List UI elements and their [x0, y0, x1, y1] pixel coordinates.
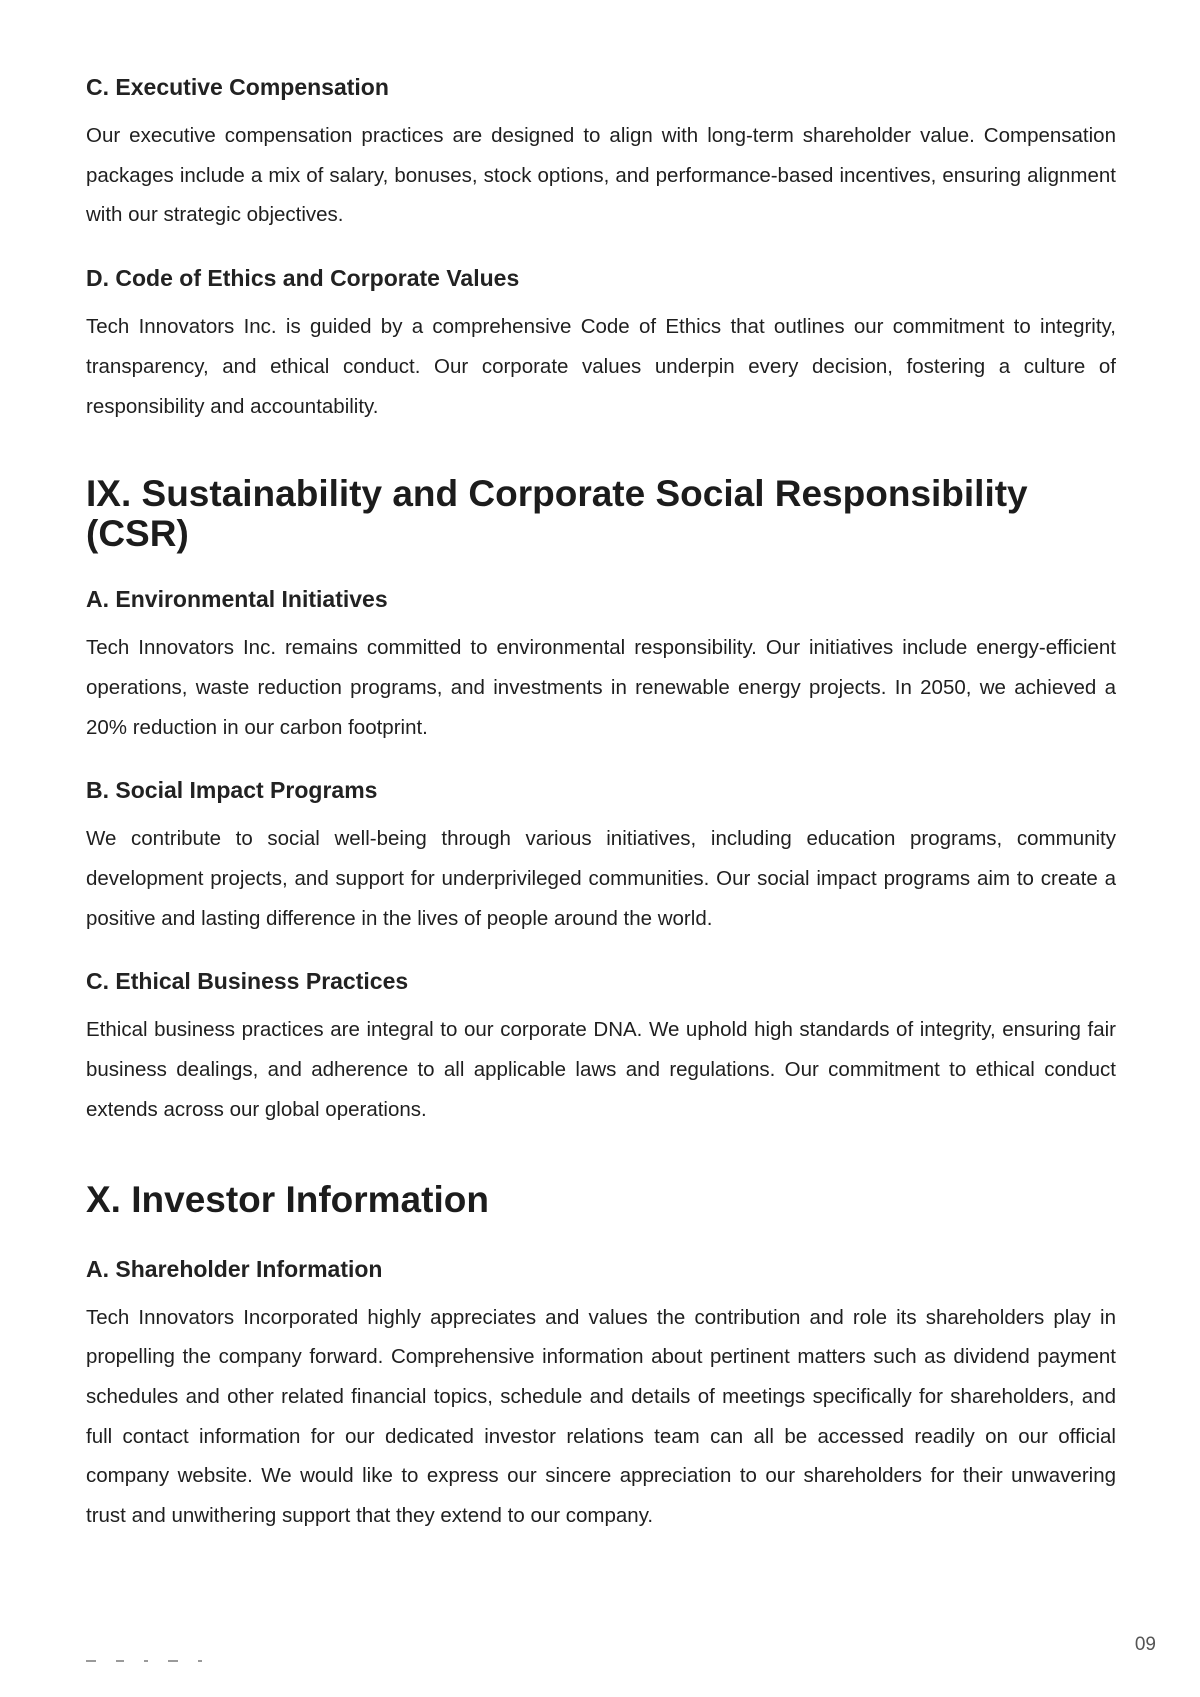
footer-dash	[168, 1660, 178, 1662]
csr-section-title: IX. Sustainability and Corporate Social Responsibility (CSR)	[86, 473, 1028, 555]
footer-dash	[198, 1660, 202, 1662]
ethical-business-paragraph: Ethical business practices are integral to our corporate DNA. We uphold high standards of integrity, ensuring fair business dealings, and adherence to all applicable laws and regulations. Our commitment to ethical conduct extends across our global operations.	[86, 1018, 1116, 1121]
footer-dash	[144, 1660, 148, 1662]
environmental-initiatives-heading: A. Environmental Initiatives	[86, 586, 388, 613]
footer-dash	[86, 1660, 96, 1662]
social-impact-paragraph: We contribute to social well-being through various initiatives, including education programs, community development projects, and support for underprivileged communities. Our social impact programs aim to create a positive and lasting difference in the lives of people around the world.	[86, 827, 1116, 930]
code-of-ethics-heading: D. Code of Ethics and Corporate Values	[86, 265, 520, 292]
environmental-initiatives-paragraph: Tech Innovators Inc. remains committed to environmental responsibility. Our initiatives include energy-efficient operations, waste reduction programs, and investments in renewable energy projects. In 2050, we achieved a 20% reduction in our carbon footprint.	[86, 636, 1116, 739]
shareholder-information-paragraph: Tech Innovators Incorporated highly appreciates and values the contribution and role its shareholders play in propelling the company forward. Comprehensive information about pertinent matters such as dividend payment schedules and other related financial topics, schedule and details of meetings specifically for shareholders, and full contact information for our dedicated investor relations team can all be accessed readily on our official company website. We would like to express our sincere appreciation to our shareholders for their unwavering trust and unwithering support that they extend to our company.	[86, 1305, 1116, 1528]
page-number: 09	[1134, 1634, 1156, 1655]
code-of-ethics-paragraph: Tech Innovators Inc. is guided by a comprehensive Code of Ethics that outlines our commitment to integrity, transparency, and ethical conduct. Our corporate values underpin every decision, fostering a culture of responsibility and accountability.	[86, 315, 1116, 418]
executive-compensation-paragraph: Our executive compensation practices are designed to align with long-term shareholder value. Compensation packages include a mix of salary, bonuses, stock options, and performance-based incentives, ensuring alignment with our strategic objectives.	[86, 124, 1116, 227]
footer-decoration	[86, 1660, 202, 1662]
investor-section-title: X. Investor Information	[86, 1178, 489, 1220]
footer-dash	[116, 1660, 124, 1662]
ethical-business-heading: C. Ethical Business Practices	[86, 968, 409, 995]
social-impact-heading: B. Social Impact Programs	[86, 777, 378, 804]
executive-compensation-heading: C. Executive Compensation	[86, 74, 389, 100]
shareholder-information-heading: A. Shareholder Information	[86, 1255, 383, 1282]
document-page	[86, 72, 1116, 1564]
